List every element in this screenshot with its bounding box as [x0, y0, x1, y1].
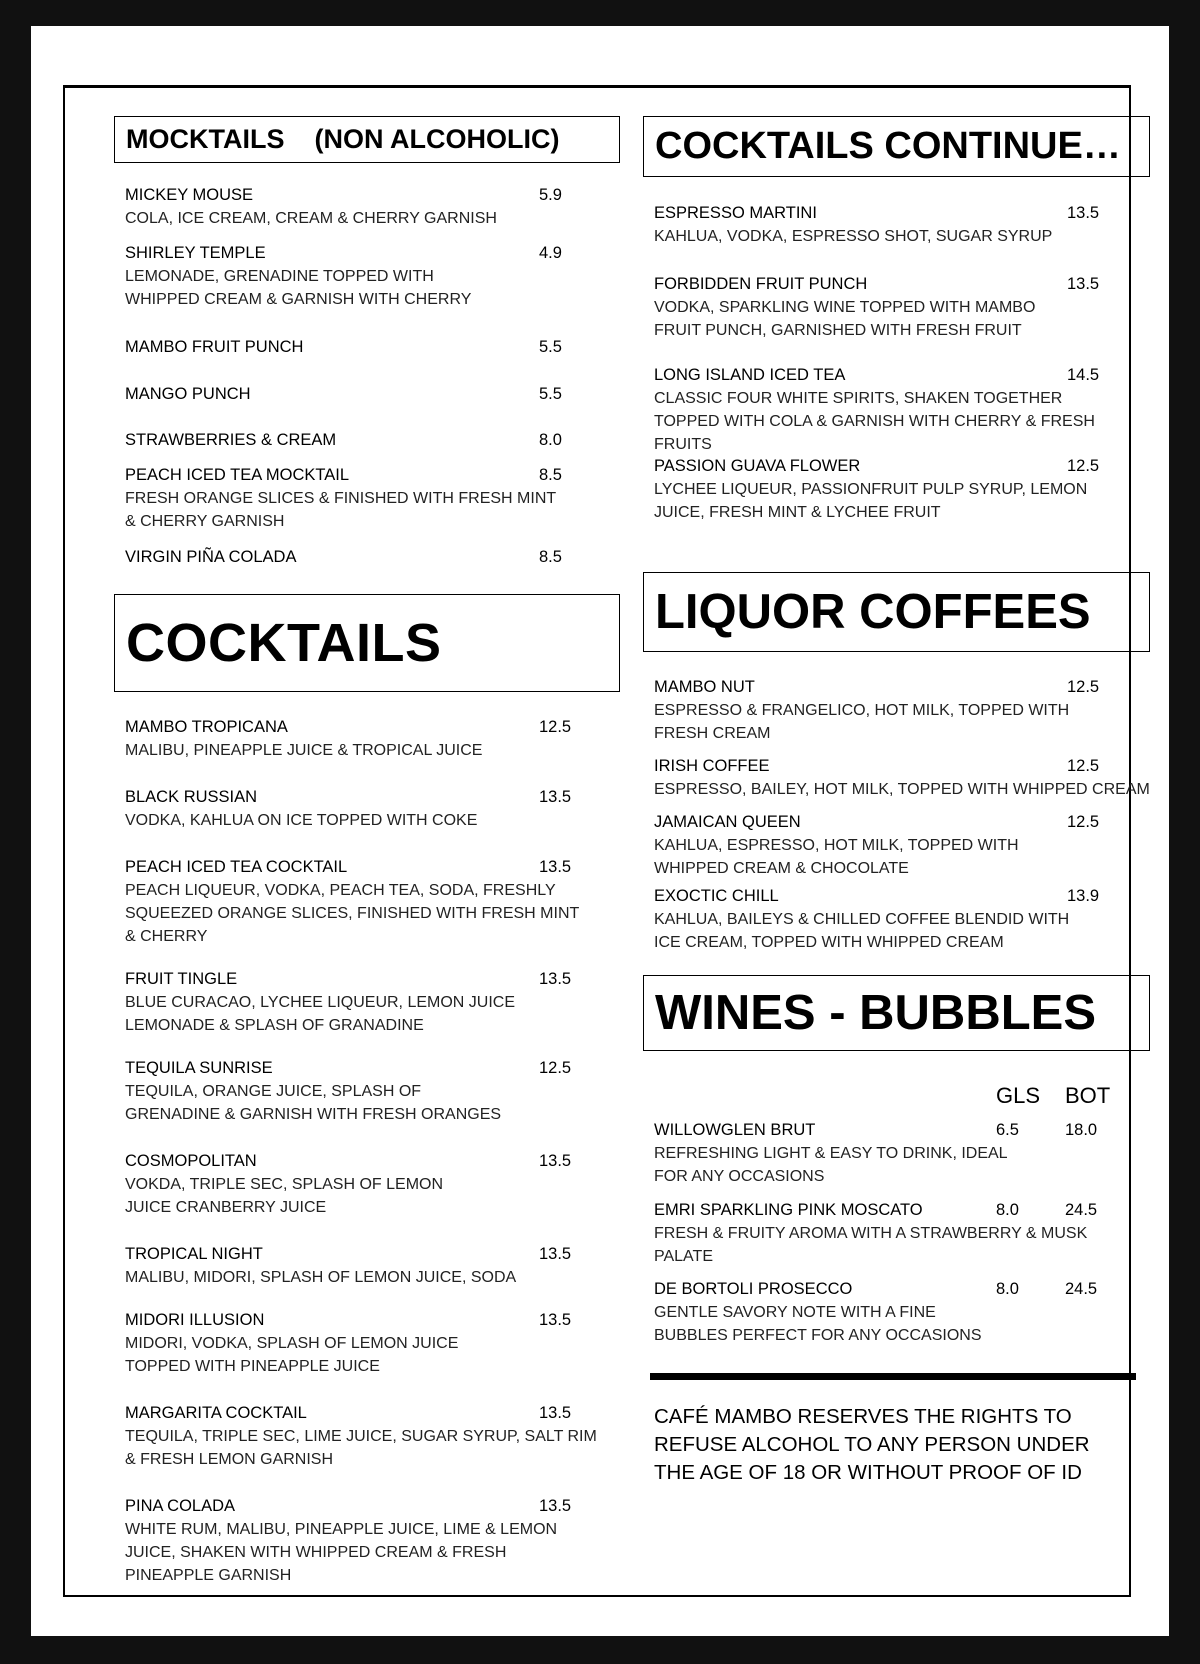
- item-price: 8.5: [539, 466, 562, 484]
- item-name: DE BORTOLI PROSECCO: [654, 1280, 853, 1298]
- menu-item: [125, 716, 605, 762]
- item-price: 12.5: [1067, 813, 1100, 831]
- item-name: SHIRLEY TEMPLE: [125, 244, 266, 262]
- item-name: WILLOWGLEN BRUT: [654, 1121, 816, 1139]
- liquor-coffees-title: LIQUOR COFFEES: [655, 585, 1091, 639]
- item-price: 13.5: [539, 1152, 572, 1170]
- item-description: LEMONADE, GRENADINE TOPPED WITH WHIPPED CREAM & GARNISH WITH CHERRY: [125, 268, 472, 308]
- bot-column-header: BOT: [1065, 1083, 1111, 1108]
- item-price: 13.9: [1067, 887, 1100, 905]
- item-description: TEQUILA, ORANGE JUICE, SPLASH OF GRENADINE & GARNISH WITH FRESH ORANGES: [125, 1083, 502, 1123]
- menu-item: [654, 273, 1134, 342]
- menu-item: [125, 1057, 605, 1126]
- item-price: 12.5: [1067, 457, 1100, 475]
- item-name: FRUIT TINGLE: [125, 970, 238, 988]
- menu-item: [125, 1495, 605, 1587]
- item-name: MICKEY MOUSE: [125, 186, 254, 204]
- age-restriction-notice: CAFÉ MAMBO RESERVES THE RIGHTS TO REFUSE ALCOHOL TO ANY PERSON UNDER THE AGE OF 18 OR WITHOUT PROOF OF ID: [654, 1405, 1090, 1484]
- item-name: EMRI SPARKLING PINK MOSCATO: [654, 1201, 923, 1219]
- item-description: BLUE CURACAO, LYCHEE LIQUEUR, LEMON JUICE LEMONADE & SPLASH OF GRANADINE: [125, 994, 516, 1034]
- item-name: ESPRESSO MARTINI: [654, 204, 817, 222]
- menu-item: [654, 455, 1134, 524]
- divider-rule: [650, 1373, 1136, 1380]
- item-description: MIDORI, VODKA, SPLASH OF LEMON JUICE TOPPED WITH PINEAPPLE JUICE: [125, 1335, 459, 1375]
- item-description: FRESH ORANGE SLICES & FINISHED WITH FRESH MINT & CHERRY GARNISH: [125, 490, 556, 530]
- item-description: LYCHEE LIQUEUR, PASSIONFRUIT PULP SYRUP, LEMON JUICE, FRESH MINT & LYCHEE FRUIT: [654, 481, 1088, 521]
- glass-price: 8.0: [996, 1201, 1019, 1219]
- item-description: MALIBU, PINEAPPLE JUICE & TROPICAL JUICE: [125, 742, 483, 759]
- item-description: VODKA, SPARKLING WINE TOPPED WITH MAMBO FRUIT PUNCH, GARNISHED WITH FRESH FRUIT: [654, 299, 1036, 339]
- item-description: VOKDA, TRIPLE SEC, SPLASH OF LEMON JUICE CRANBERRY JUICE: [125, 1176, 444, 1216]
- menu-item: [125, 184, 605, 230]
- item-description: MALIBU, MIDORI, SPLASH OF LEMON JUICE, SODA: [125, 1269, 517, 1286]
- menu-item: [125, 242, 605, 311]
- item-price: 5.5: [539, 338, 562, 356]
- gls-column-header: GLS: [996, 1083, 1041, 1108]
- menu-item: [654, 885, 1134, 954]
- mocktails-title: MOCKTAILS (NON ALCOHOLIC): [126, 124, 560, 154]
- bottle-price: 18.0: [1065, 1121, 1098, 1139]
- item-price: 13.5: [539, 858, 572, 876]
- item-price: 13.5: [539, 1404, 572, 1422]
- wines-bubbles-title: WINES - BUBBLES: [655, 986, 1096, 1040]
- cocktails-header: [114, 594, 620, 692]
- item-price: 13.5: [539, 1245, 572, 1263]
- item-name: MIDORI ILLUSION: [125, 1311, 265, 1329]
- menu-item: [654, 811, 1134, 880]
- item-name: PASSION GUAVA FLOWER: [654, 457, 861, 475]
- menu-item: [125, 546, 605, 569]
- item-price: 14.5: [1067, 366, 1100, 384]
- menu-item: [125, 464, 605, 533]
- cocktails-continue-title: COCKTAILS CONTINUE…: [655, 125, 1121, 167]
- cocktails-continue-header: [643, 116, 1150, 177]
- item-name: FORBIDDEN FRUIT PUNCH: [654, 275, 868, 293]
- item-description: VODKA, KAHLUA ON ICE TOPPED WITH COKE: [125, 812, 478, 829]
- item-name: STRAWBERRIES & CREAM: [125, 431, 337, 449]
- item-price: 13.5: [539, 1497, 572, 1515]
- item-price: 12.5: [1067, 678, 1100, 696]
- item-name: BLACK RUSSIAN: [125, 788, 258, 806]
- item-description: CLASSIC FOUR WHITE SPIRITS, SHAKEN TOGETHER TOPPED WITH COLA & GARNISH WITH CHERRY & FRESH FRUITS: [654, 390, 1095, 453]
- item-price: 13.5: [539, 1311, 572, 1329]
- item-price: 5.5: [539, 385, 562, 403]
- menu-item: [125, 968, 605, 1037]
- item-name: MAMBO NUT: [654, 678, 755, 696]
- wine-item: [654, 1278, 1134, 1347]
- item-name: MAMBO TROPICANA: [125, 718, 288, 736]
- menu-item: [654, 202, 1134, 248]
- menu-page: [31, 26, 1169, 1636]
- item-price: 13.5: [1067, 275, 1100, 293]
- menu-item: [125, 1150, 605, 1219]
- menu-item: [654, 755, 1150, 801]
- item-price: 13.5: [539, 970, 572, 988]
- item-price: 8.0: [539, 431, 562, 449]
- glass-price: 8.0: [996, 1280, 1019, 1298]
- item-description: REFRESHING LIGHT & EASY TO DRINK, IDEAL FOR ANY OCCASIONS: [654, 1145, 1007, 1185]
- item-description: WHITE RUM, MALIBU, PINEAPPLE JUICE, LIME & LEMON JUICE, SHAKEN WITH WHIPPED CREAM & FRESH PINEAPPLE GARNISH: [125, 1521, 558, 1584]
- menu-item: [125, 786, 605, 832]
- item-name: MANGO PUNCH: [125, 385, 251, 403]
- item-name: EXOCTIC CHILL: [654, 887, 779, 905]
- item-price: 8.5: [539, 548, 562, 566]
- menu-frame: [63, 85, 1150, 1597]
- bottle-price: 24.5: [1065, 1201, 1098, 1219]
- menu-item: [125, 1309, 605, 1378]
- item-name: COSMOPOLITAN: [125, 1152, 257, 1170]
- item-price: 12.5: [539, 1059, 572, 1077]
- glass-price: 6.5: [996, 1121, 1019, 1139]
- bottle-price: 24.5: [1065, 1280, 1098, 1298]
- item-price: 12.5: [539, 718, 572, 736]
- menu-item: [654, 676, 1134, 745]
- item-description: KAHLUA, VODKA, ESPRESSO SHOT, SUGAR SYRUP: [654, 228, 1053, 245]
- menu-item: [125, 856, 605, 948]
- menu-item: [125, 429, 605, 452]
- item-description: ESPRESSO, BAILEY, HOT MILK, TOPPED WITH WHIPPED CREAM: [654, 781, 1150, 798]
- item-description: ESPRESSO & FRANGELICO, HOT MILK, TOPPED WITH FRESH CREAM: [654, 702, 1070, 742]
- item-description: KAHLUA, ESPRESSO, HOT MILK, TOPPED WITH WHIPPED CREAM & CHOCOLATE: [654, 837, 1019, 877]
- item-description: KAHLUA, BAILEYS & CHILLED COFFEE BLENDID WITH ICE CREAM, TOPPED WITH WHIPPED CREAM: [654, 911, 1070, 951]
- item-name: MAMBO FRUIT PUNCH: [125, 338, 304, 356]
- item-price: 4.9: [539, 244, 562, 262]
- item-price: 13.5: [1067, 204, 1100, 222]
- item-price: 13.5: [539, 788, 572, 806]
- wine-item: [654, 1199, 1134, 1268]
- menu-item: [654, 364, 1134, 456]
- item-description: FRESH & FRUITY AROMA WITH A STRAWBERRY & MUSK PALATE: [654, 1225, 1088, 1265]
- liquor-coffees-header: [643, 572, 1150, 652]
- cocktails-title: COCKTAILS: [126, 613, 442, 673]
- item-name: PEACH ICED TEA COCKTAIL: [125, 858, 348, 876]
- item-name: JAMAICAN QUEEN: [654, 813, 801, 831]
- item-name: MARGARITA COCKTAIL: [125, 1404, 307, 1422]
- item-name: TEQUILA SUNRISE: [125, 1059, 273, 1077]
- item-price: 12.5: [1067, 757, 1100, 775]
- wines-bubbles-header: [643, 975, 1150, 1051]
- item-name: PEACH ICED TEA MOCKTAIL: [125, 466, 350, 484]
- item-name: VIRGIN PIÑA COLADA: [125, 548, 297, 566]
- menu-item: [125, 336, 605, 359]
- mocktails-header: [114, 116, 620, 163]
- item-price: 5.9: [539, 186, 562, 204]
- wine-item: [654, 1119, 1134, 1188]
- item-name: IRISH COFFEE: [654, 757, 770, 775]
- item-description: COLA, ICE CREAM, CREAM & CHERRY GARNISH: [125, 210, 497, 227]
- item-name: TROPICAL NIGHT: [125, 1245, 263, 1263]
- item-description: GENTLE SAVORY NOTE WITH A FINE BUBBLES PERFECT FOR ANY OCCASIONS: [654, 1304, 982, 1344]
- menu-item: [125, 383, 605, 406]
- item-description: PEACH LIQUEUR, VODKA, PEACH TEA, SODA, FRESHLY SQUEEZED ORANGE SLICES, FINISHED WITH FRESH MINT & CHERRY: [125, 882, 579, 945]
- item-name: PINA COLADA: [125, 1497, 236, 1515]
- item-name: LONG ISLAND ICED TEA: [654, 366, 846, 384]
- menu-item: [125, 1243, 605, 1289]
- menu-item: [125, 1402, 605, 1471]
- item-description: TEQUILA, TRIPLE SEC, LIME JUICE, SUGAR SYRUP, SALT RIM & FRESH LEMON GARNISH: [125, 1428, 597, 1468]
